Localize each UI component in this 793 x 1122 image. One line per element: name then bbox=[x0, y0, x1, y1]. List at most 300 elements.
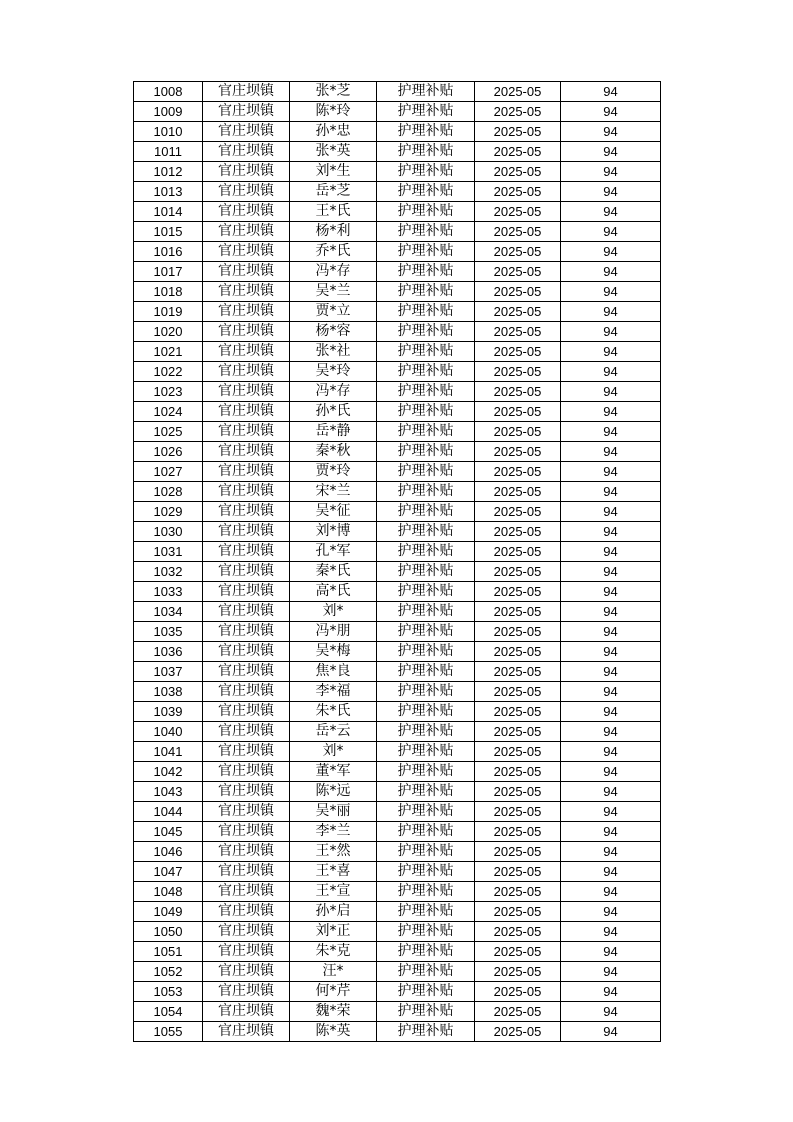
amount-cell: 94 bbox=[561, 102, 661, 122]
row-number-cell: 1037 bbox=[134, 662, 203, 682]
table-row bbox=[134, 922, 661, 942]
town-cell: 官庄坝镇 bbox=[203, 102, 290, 122]
subsidy-type-cell: 护理补贴 bbox=[377, 342, 475, 362]
subsidy-type-cell: 护理补贴 bbox=[377, 702, 475, 722]
amount-cell: 94 bbox=[561, 162, 661, 182]
amount-cell: 94 bbox=[561, 982, 661, 1002]
period-cell: 2025-05 bbox=[475, 922, 561, 942]
town-cell: 官庄坝镇 bbox=[203, 382, 290, 402]
town-cell: 官庄坝镇 bbox=[203, 782, 290, 802]
table-row bbox=[134, 302, 661, 322]
period-cell: 2025-05 bbox=[475, 762, 561, 782]
period-cell: 2025-05 bbox=[475, 182, 561, 202]
amount-cell: 94 bbox=[561, 482, 661, 502]
row-number-cell: 1013 bbox=[134, 182, 203, 202]
period-cell: 2025-05 bbox=[475, 942, 561, 962]
table-row bbox=[134, 382, 661, 402]
row-number-cell: 1030 bbox=[134, 522, 203, 542]
amount-cell: 94 bbox=[561, 762, 661, 782]
subsidy-type-cell: 护理补贴 bbox=[377, 562, 475, 582]
row-number-cell: 1011 bbox=[134, 142, 203, 162]
town-cell: 官庄坝镇 bbox=[203, 422, 290, 442]
town-cell: 官庄坝镇 bbox=[203, 562, 290, 582]
table-row bbox=[134, 742, 661, 762]
name-cell: 岳*静 bbox=[290, 422, 377, 442]
subsidy-type-cell: 护理补贴 bbox=[377, 602, 475, 622]
table-row bbox=[134, 942, 661, 962]
name-cell: 吴*兰 bbox=[290, 282, 377, 302]
subsidy-type-cell: 护理补贴 bbox=[377, 802, 475, 822]
name-cell: 王*喜 bbox=[290, 862, 377, 882]
town-cell: 官庄坝镇 bbox=[203, 462, 290, 482]
period-cell: 2025-05 bbox=[475, 222, 561, 242]
amount-cell: 94 bbox=[561, 642, 661, 662]
table-row bbox=[134, 202, 661, 222]
period-cell: 2025-05 bbox=[475, 782, 561, 802]
amount-cell: 94 bbox=[561, 322, 661, 342]
amount-cell: 94 bbox=[561, 462, 661, 482]
name-cell: 冯*朋 bbox=[290, 622, 377, 642]
subsidy-type-cell: 护理补贴 bbox=[377, 1002, 475, 1022]
amount-cell: 94 bbox=[561, 962, 661, 982]
table-row bbox=[134, 322, 661, 342]
town-cell: 官庄坝镇 bbox=[203, 262, 290, 282]
subsidy-type-cell: 护理补贴 bbox=[377, 582, 475, 602]
amount-cell: 94 bbox=[561, 382, 661, 402]
period-cell: 2025-05 bbox=[475, 682, 561, 702]
table-row bbox=[134, 542, 661, 562]
amount-cell: 94 bbox=[561, 682, 661, 702]
amount-cell: 94 bbox=[561, 342, 661, 362]
subsidy-type-cell: 护理补贴 bbox=[377, 442, 475, 462]
row-number-cell: 1019 bbox=[134, 302, 203, 322]
town-cell: 官庄坝镇 bbox=[203, 882, 290, 902]
name-cell: 孙*启 bbox=[290, 902, 377, 922]
period-cell: 2025-05 bbox=[475, 542, 561, 562]
town-cell: 官庄坝镇 bbox=[203, 442, 290, 462]
subsidy-type-cell: 护理补贴 bbox=[377, 282, 475, 302]
town-cell: 官庄坝镇 bbox=[203, 162, 290, 182]
amount-cell: 94 bbox=[561, 442, 661, 462]
table-row bbox=[134, 582, 661, 602]
row-number-cell: 1010 bbox=[134, 122, 203, 142]
row-number-cell: 1045 bbox=[134, 822, 203, 842]
table-row bbox=[134, 222, 661, 242]
period-cell: 2025-05 bbox=[475, 522, 561, 542]
name-cell: 魏*荣 bbox=[290, 1002, 377, 1022]
town-cell: 官庄坝镇 bbox=[203, 702, 290, 722]
row-number-cell: 1054 bbox=[134, 1002, 203, 1022]
period-cell: 2025-05 bbox=[475, 342, 561, 362]
period-cell: 2025-05 bbox=[475, 562, 561, 582]
subsidy-type-cell: 护理补贴 bbox=[377, 362, 475, 382]
amount-cell: 94 bbox=[561, 522, 661, 542]
town-cell: 官庄坝镇 bbox=[203, 862, 290, 882]
subsidy-type-cell: 护理补贴 bbox=[377, 462, 475, 482]
subsidy-type-cell: 护理补贴 bbox=[377, 642, 475, 662]
period-cell: 2025-05 bbox=[475, 242, 561, 262]
table-row bbox=[134, 622, 661, 642]
name-cell: 刘*正 bbox=[290, 922, 377, 942]
amount-cell: 94 bbox=[561, 142, 661, 162]
name-cell: 吴*征 bbox=[290, 502, 377, 522]
name-cell: 孙*氏 bbox=[290, 402, 377, 422]
amount-cell: 94 bbox=[561, 582, 661, 602]
row-number-cell: 1034 bbox=[134, 602, 203, 622]
name-cell: 董*军 bbox=[290, 762, 377, 782]
town-cell: 官庄坝镇 bbox=[203, 622, 290, 642]
table-row bbox=[134, 1022, 661, 1042]
amount-cell: 94 bbox=[561, 662, 661, 682]
town-cell: 官庄坝镇 bbox=[203, 182, 290, 202]
table-row bbox=[134, 842, 661, 862]
town-cell: 官庄坝镇 bbox=[203, 662, 290, 682]
subsidy-type-cell: 护理补贴 bbox=[377, 542, 475, 562]
period-cell: 2025-05 bbox=[475, 662, 561, 682]
name-cell: 秦*氏 bbox=[290, 562, 377, 582]
table-row bbox=[134, 802, 661, 822]
subsidy-type-cell: 护理补贴 bbox=[377, 662, 475, 682]
town-cell: 官庄坝镇 bbox=[203, 242, 290, 262]
table-row bbox=[134, 982, 661, 1002]
row-number-cell: 1017 bbox=[134, 262, 203, 282]
name-cell: 冯*存 bbox=[290, 262, 377, 282]
town-cell: 官庄坝镇 bbox=[203, 682, 290, 702]
name-cell: 王*氏 bbox=[290, 202, 377, 222]
subsidy-type-cell: 护理补贴 bbox=[377, 382, 475, 402]
subsidy-type-cell: 护理补贴 bbox=[377, 922, 475, 942]
subsidy-type-cell: 护理补贴 bbox=[377, 122, 475, 142]
amount-cell: 94 bbox=[561, 922, 661, 942]
amount-cell: 94 bbox=[561, 862, 661, 882]
table-row bbox=[134, 362, 661, 382]
period-cell: 2025-05 bbox=[475, 202, 561, 222]
name-cell: 李*福 bbox=[290, 682, 377, 702]
period-cell: 2025-05 bbox=[475, 702, 561, 722]
subsidy-type-cell: 护理补贴 bbox=[377, 682, 475, 702]
period-cell: 2025-05 bbox=[475, 622, 561, 642]
name-cell: 刘*博 bbox=[290, 522, 377, 542]
amount-cell: 94 bbox=[561, 722, 661, 742]
name-cell: 乔*氏 bbox=[290, 242, 377, 262]
amount-cell: 94 bbox=[561, 1022, 661, 1042]
row-number-cell: 1050 bbox=[134, 922, 203, 942]
name-cell: 孙*忠 bbox=[290, 122, 377, 142]
amount-cell: 94 bbox=[561, 902, 661, 922]
row-number-cell: 1036 bbox=[134, 642, 203, 662]
subsidy-type-cell: 护理补贴 bbox=[377, 862, 475, 882]
period-cell: 2025-05 bbox=[475, 82, 561, 102]
subsidy-table bbox=[133, 81, 661, 1042]
subsidy-type-cell: 护理补贴 bbox=[377, 782, 475, 802]
town-cell: 官庄坝镇 bbox=[203, 202, 290, 222]
subsidy-type-cell: 护理补贴 bbox=[377, 202, 475, 222]
name-cell: 宋*兰 bbox=[290, 482, 377, 502]
period-cell: 2025-05 bbox=[475, 142, 561, 162]
period-cell: 2025-05 bbox=[475, 322, 561, 342]
amount-cell: 94 bbox=[561, 802, 661, 822]
name-cell: 李*兰 bbox=[290, 822, 377, 842]
row-number-cell: 1052 bbox=[134, 962, 203, 982]
row-number-cell: 1025 bbox=[134, 422, 203, 442]
table-row bbox=[134, 162, 661, 182]
amount-cell: 94 bbox=[561, 942, 661, 962]
table-row bbox=[134, 702, 661, 722]
name-cell: 吴*梅 bbox=[290, 642, 377, 662]
amount-cell: 94 bbox=[561, 702, 661, 722]
name-cell: 王*然 bbox=[290, 842, 377, 862]
period-cell: 2025-05 bbox=[475, 882, 561, 902]
row-number-cell: 1053 bbox=[134, 982, 203, 1002]
row-number-cell: 1041 bbox=[134, 742, 203, 762]
period-cell: 2025-05 bbox=[475, 722, 561, 742]
name-cell: 张*社 bbox=[290, 342, 377, 362]
town-cell: 官庄坝镇 bbox=[203, 1002, 290, 1022]
table-row bbox=[134, 82, 661, 102]
row-number-cell: 1040 bbox=[134, 722, 203, 742]
table-row bbox=[134, 662, 661, 682]
subsidy-type-cell: 护理补贴 bbox=[377, 622, 475, 642]
subsidy-type-cell: 护理补贴 bbox=[377, 142, 475, 162]
period-cell: 2025-05 bbox=[475, 1022, 561, 1042]
row-number-cell: 1029 bbox=[134, 502, 203, 522]
table-row bbox=[134, 422, 661, 442]
period-cell: 2025-05 bbox=[475, 282, 561, 302]
name-cell: 杨*利 bbox=[290, 222, 377, 242]
town-cell: 官庄坝镇 bbox=[203, 402, 290, 422]
row-number-cell: 1033 bbox=[134, 582, 203, 602]
subsidy-type-cell: 护理补贴 bbox=[377, 762, 475, 782]
row-number-cell: 1009 bbox=[134, 102, 203, 122]
name-cell: 陈*玲 bbox=[290, 102, 377, 122]
amount-cell: 94 bbox=[561, 602, 661, 622]
period-cell: 2025-05 bbox=[475, 582, 561, 602]
subsidy-type-cell: 护理补贴 bbox=[377, 102, 475, 122]
period-cell: 2025-05 bbox=[475, 822, 561, 842]
town-cell: 官庄坝镇 bbox=[203, 362, 290, 382]
amount-cell: 94 bbox=[561, 362, 661, 382]
subsidy-type-cell: 护理补贴 bbox=[377, 882, 475, 902]
period-cell: 2025-05 bbox=[475, 262, 561, 282]
subsidy-type-cell: 护理补贴 bbox=[377, 742, 475, 762]
town-cell: 官庄坝镇 bbox=[203, 822, 290, 842]
row-number-cell: 1015 bbox=[134, 222, 203, 242]
table-row bbox=[134, 122, 661, 142]
row-number-cell: 1031 bbox=[134, 542, 203, 562]
subsidy-type-cell: 护理补贴 bbox=[377, 942, 475, 962]
row-number-cell: 1032 bbox=[134, 562, 203, 582]
amount-cell: 94 bbox=[561, 242, 661, 262]
town-cell: 官庄坝镇 bbox=[203, 942, 290, 962]
period-cell: 2025-05 bbox=[475, 362, 561, 382]
row-number-cell: 1028 bbox=[134, 482, 203, 502]
town-cell: 官庄坝镇 bbox=[203, 582, 290, 602]
town-cell: 官庄坝镇 bbox=[203, 1022, 290, 1042]
town-cell: 官庄坝镇 bbox=[203, 142, 290, 162]
town-cell: 官庄坝镇 bbox=[203, 542, 290, 562]
name-cell: 贾*立 bbox=[290, 302, 377, 322]
row-number-cell: 1039 bbox=[134, 702, 203, 722]
amount-cell: 94 bbox=[561, 742, 661, 762]
table-row bbox=[134, 562, 661, 582]
period-cell: 2025-05 bbox=[475, 902, 561, 922]
amount-cell: 94 bbox=[561, 842, 661, 862]
town-cell: 官庄坝镇 bbox=[203, 922, 290, 942]
table-row bbox=[134, 962, 661, 982]
table-row bbox=[134, 782, 661, 802]
row-number-cell: 1038 bbox=[134, 682, 203, 702]
table-row bbox=[134, 262, 661, 282]
table-row bbox=[134, 142, 661, 162]
amount-cell: 94 bbox=[561, 422, 661, 442]
period-cell: 2025-05 bbox=[475, 302, 561, 322]
town-cell: 官庄坝镇 bbox=[203, 222, 290, 242]
row-number-cell: 1047 bbox=[134, 862, 203, 882]
table-row bbox=[134, 242, 661, 262]
amount-cell: 94 bbox=[561, 182, 661, 202]
town-cell: 官庄坝镇 bbox=[203, 522, 290, 542]
name-cell: 吴*丽 bbox=[290, 802, 377, 822]
amount-cell: 94 bbox=[561, 262, 661, 282]
table-row bbox=[134, 602, 661, 622]
amount-cell: 94 bbox=[561, 282, 661, 302]
amount-cell: 94 bbox=[561, 302, 661, 322]
town-cell: 官庄坝镇 bbox=[203, 742, 290, 762]
period-cell: 2025-05 bbox=[475, 982, 561, 1002]
amount-cell: 94 bbox=[561, 822, 661, 842]
name-cell: 陈*远 bbox=[290, 782, 377, 802]
name-cell: 岳*云 bbox=[290, 722, 377, 742]
table-row bbox=[134, 502, 661, 522]
row-number-cell: 1042 bbox=[134, 762, 203, 782]
subsidy-type-cell: 护理补贴 bbox=[377, 302, 475, 322]
name-cell: 杨*容 bbox=[290, 322, 377, 342]
town-cell: 官庄坝镇 bbox=[203, 342, 290, 362]
town-cell: 官庄坝镇 bbox=[203, 482, 290, 502]
period-cell: 2025-05 bbox=[475, 642, 561, 662]
table-row bbox=[134, 182, 661, 202]
town-cell: 官庄坝镇 bbox=[203, 962, 290, 982]
subsidy-type-cell: 护理补贴 bbox=[377, 322, 475, 342]
row-number-cell: 1023 bbox=[134, 382, 203, 402]
subsidy-type-cell: 护理补贴 bbox=[377, 82, 475, 102]
subsidy-type-cell: 护理补贴 bbox=[377, 482, 475, 502]
name-cell: 刘*生 bbox=[290, 162, 377, 182]
name-cell: 吴*玲 bbox=[290, 362, 377, 382]
table-row bbox=[134, 762, 661, 782]
name-cell: 高*氏 bbox=[290, 582, 377, 602]
row-number-cell: 1024 bbox=[134, 402, 203, 422]
town-cell: 官庄坝镇 bbox=[203, 322, 290, 342]
subsidy-type-cell: 护理补贴 bbox=[377, 962, 475, 982]
subsidy-type-cell: 护理补贴 bbox=[377, 182, 475, 202]
subsidy-type-cell: 护理补贴 bbox=[377, 1022, 475, 1042]
subsidy-type-cell: 护理补贴 bbox=[377, 982, 475, 1002]
amount-cell: 94 bbox=[561, 562, 661, 582]
row-number-cell: 1020 bbox=[134, 322, 203, 342]
table-row bbox=[134, 822, 661, 842]
name-cell: 张*芝 bbox=[290, 82, 377, 102]
town-cell: 官庄坝镇 bbox=[203, 842, 290, 862]
table-row bbox=[134, 862, 661, 882]
name-cell: 刘* bbox=[290, 742, 377, 762]
row-number-cell: 1027 bbox=[134, 462, 203, 482]
amount-cell: 94 bbox=[561, 1002, 661, 1022]
subsidy-type-cell: 护理补贴 bbox=[377, 242, 475, 262]
row-number-cell: 1018 bbox=[134, 282, 203, 302]
row-number-cell: 1014 bbox=[134, 202, 203, 222]
table-row bbox=[134, 282, 661, 302]
name-cell: 焦*良 bbox=[290, 662, 377, 682]
row-number-cell: 1051 bbox=[134, 942, 203, 962]
table-row bbox=[134, 342, 661, 362]
amount-cell: 94 bbox=[561, 222, 661, 242]
subsidy-type-cell: 护理补贴 bbox=[377, 902, 475, 922]
period-cell: 2025-05 bbox=[475, 162, 561, 182]
amount-cell: 94 bbox=[561, 882, 661, 902]
town-cell: 官庄坝镇 bbox=[203, 762, 290, 782]
town-cell: 官庄坝镇 bbox=[203, 902, 290, 922]
name-cell: 冯*存 bbox=[290, 382, 377, 402]
table-row bbox=[134, 402, 661, 422]
amount-cell: 94 bbox=[561, 202, 661, 222]
period-cell: 2025-05 bbox=[475, 462, 561, 482]
table-row bbox=[134, 462, 661, 482]
subsidy-type-cell: 护理补贴 bbox=[377, 722, 475, 742]
amount-cell: 94 bbox=[561, 782, 661, 802]
town-cell: 官庄坝镇 bbox=[203, 642, 290, 662]
subsidy-type-cell: 护理补贴 bbox=[377, 522, 475, 542]
subsidy-type-cell: 护理补贴 bbox=[377, 162, 475, 182]
period-cell: 2025-05 bbox=[475, 602, 561, 622]
name-cell: 陈*英 bbox=[290, 1022, 377, 1042]
row-number-cell: 1008 bbox=[134, 82, 203, 102]
name-cell: 岳*芝 bbox=[290, 182, 377, 202]
name-cell: 刘* bbox=[290, 602, 377, 622]
amount-cell: 94 bbox=[561, 122, 661, 142]
subsidy-type-cell: 护理补贴 bbox=[377, 402, 475, 422]
row-number-cell: 1021 bbox=[134, 342, 203, 362]
amount-cell: 94 bbox=[561, 502, 661, 522]
town-cell: 官庄坝镇 bbox=[203, 302, 290, 322]
period-cell: 2025-05 bbox=[475, 502, 561, 522]
table-row bbox=[134, 882, 661, 902]
town-cell: 官庄坝镇 bbox=[203, 802, 290, 822]
table-body bbox=[134, 82, 661, 1042]
table-row bbox=[134, 102, 661, 122]
town-cell: 官庄坝镇 bbox=[203, 982, 290, 1002]
period-cell: 2025-05 bbox=[475, 802, 561, 822]
table-row bbox=[134, 1002, 661, 1022]
table-row bbox=[134, 522, 661, 542]
name-cell: 孔*军 bbox=[290, 542, 377, 562]
row-number-cell: 1026 bbox=[134, 442, 203, 462]
row-number-cell: 1049 bbox=[134, 902, 203, 922]
period-cell: 2025-05 bbox=[475, 482, 561, 502]
table-row bbox=[134, 442, 661, 462]
amount-cell: 94 bbox=[561, 622, 661, 642]
amount-cell: 94 bbox=[561, 402, 661, 422]
period-cell: 2025-05 bbox=[475, 422, 561, 442]
name-cell: 何*芹 bbox=[290, 982, 377, 1002]
period-cell: 2025-05 bbox=[475, 842, 561, 862]
table-row bbox=[134, 722, 661, 742]
table-row bbox=[134, 642, 661, 662]
subsidy-type-cell: 护理补贴 bbox=[377, 502, 475, 522]
row-number-cell: 1055 bbox=[134, 1022, 203, 1042]
town-cell: 官庄坝镇 bbox=[203, 282, 290, 302]
row-number-cell: 1044 bbox=[134, 802, 203, 822]
